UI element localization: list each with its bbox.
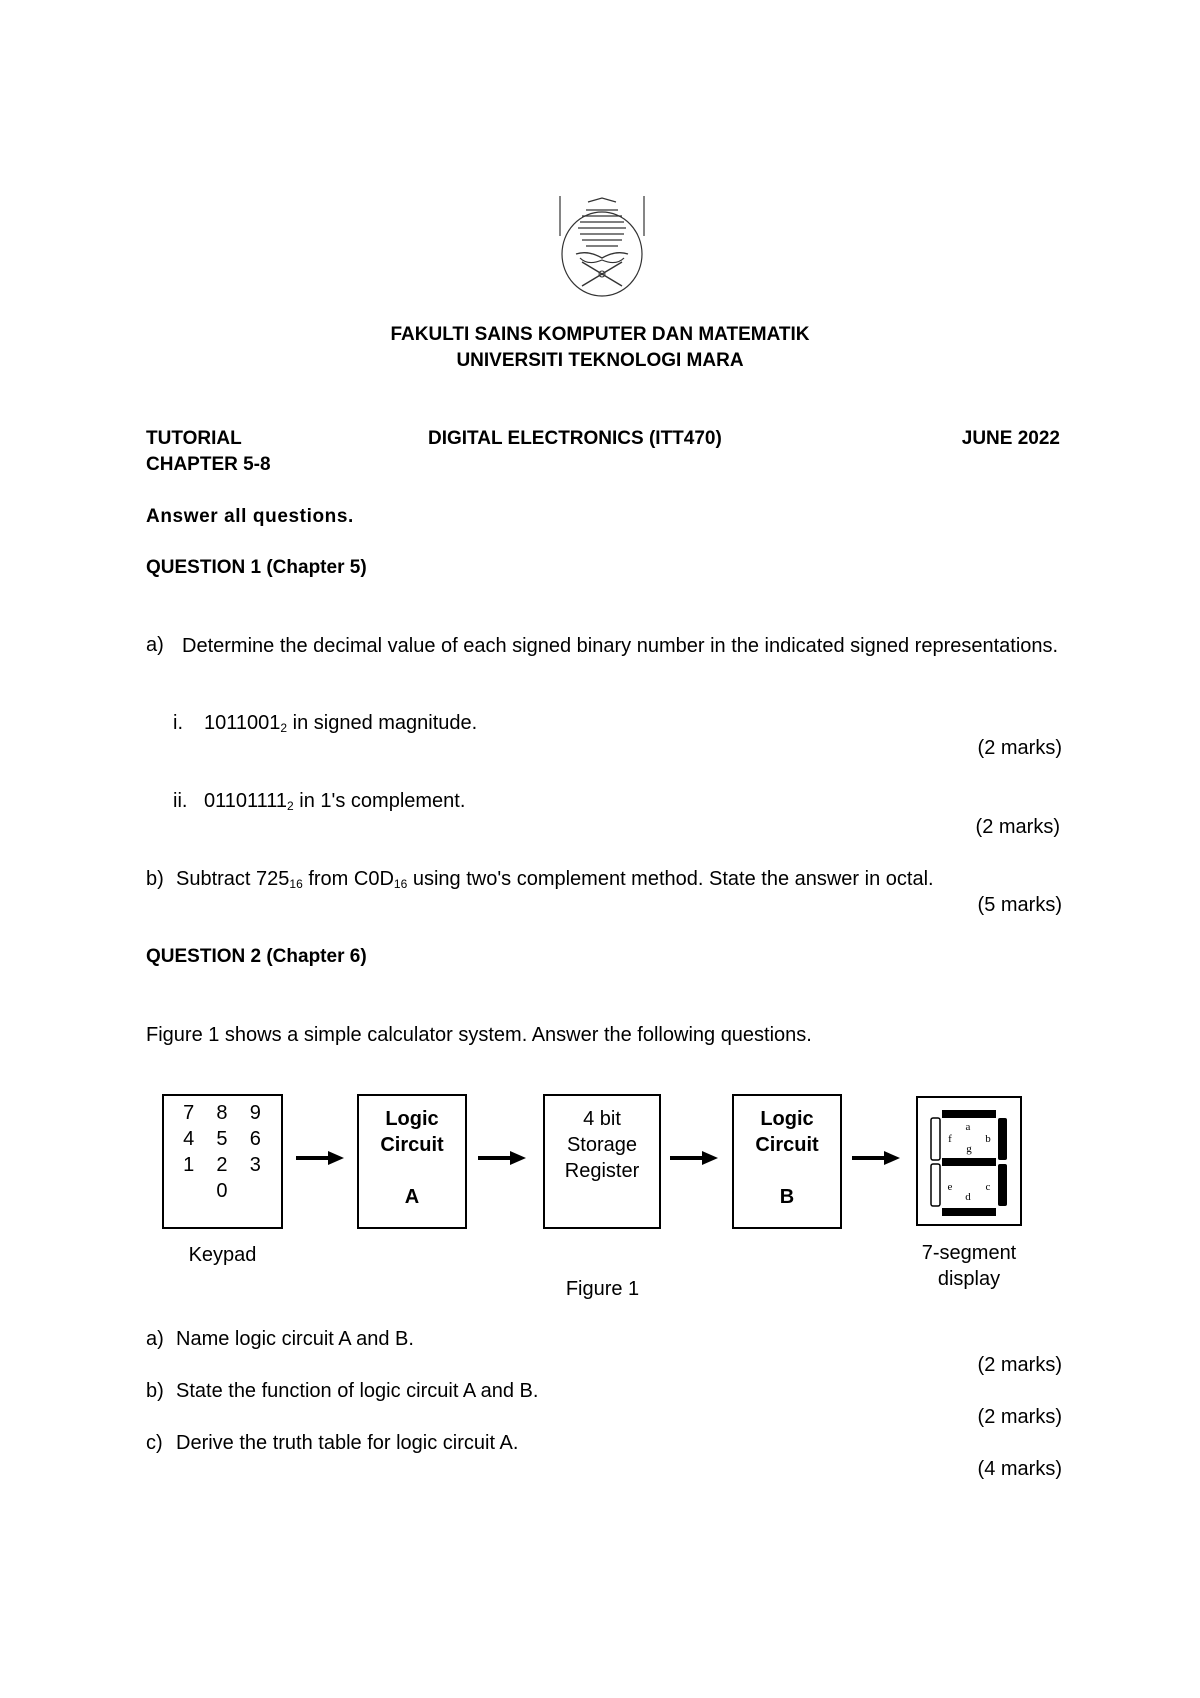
register-line3: Register	[564, 1160, 640, 1182]
register-line2: Storage	[566, 1134, 638, 1156]
keypad-key: 2	[216, 1154, 228, 1176]
keypad-key: 8	[216, 1102, 228, 1124]
logic-circuit-a-box	[357, 1094, 467, 1229]
segment-b-label: b	[985, 1133, 991, 1145]
q2-b-label: b)	[146, 1380, 164, 1402]
arrow-keypad-to-a	[296, 1148, 346, 1168]
logic-a-letter: A	[404, 1186, 420, 1208]
seven-segment-display	[916, 1096, 1022, 1226]
q1-title: QUESTION 1 (Chapter 5)	[146, 557, 367, 578]
display-caption-line1: 7-segment	[921, 1242, 1017, 1264]
q1-i-marks: (2 marks)	[977, 737, 1062, 759]
segment-e	[931, 1164, 940, 1206]
keypad-key: 9	[249, 1102, 261, 1124]
q1-a-text: Determine the decimal value of each signed binary number in the indicated signed representations.	[182, 635, 1059, 657]
q2-c-marks: (4 marks)	[977, 1458, 1062, 1480]
display-caption	[904, 1240, 1034, 1292]
q1-i-text: $1011001_2$ in signed magnitude.	[204, 712, 478, 735]
q2-a-marks: (2 marks)	[977, 1354, 1062, 1376]
q1-b-label: b)	[146, 868, 164, 890]
arrow-a-to-register	[478, 1148, 528, 1168]
doc-type: TUTORIAL	[146, 428, 242, 449]
segment-f-label: f	[948, 1133, 952, 1145]
uitm-crest-logo	[558, 196, 646, 300]
register-line1: 4 bit	[583, 1108, 621, 1130]
exam-date: JUNE 2022	[961, 428, 1060, 449]
keypad-grid	[172, 1102, 272, 1206]
keypad-row	[172, 1180, 272, 1206]
university-title: UNIVERSITI TEKNOLOGI MARA	[456, 350, 744, 371]
segment-g-label: g	[966, 1143, 972, 1155]
keypad-key: 6	[249, 1128, 261, 1150]
keypad-caption: Keypad	[188, 1244, 257, 1266]
q2-c-text: Derive the truth table for logic circuit A.	[176, 1432, 519, 1454]
logic-b-line1: Logic	[760, 1108, 814, 1130]
segment-c-label: c	[985, 1181, 991, 1193]
segment-d	[942, 1208, 996, 1216]
logic-b-letter: B	[779, 1186, 795, 1208]
keypad-key: 0	[216, 1180, 228, 1202]
segment-d-label: d	[965, 1191, 971, 1203]
q2-b-marks: (2 marks)	[977, 1406, 1062, 1428]
keypad-key: 3	[249, 1154, 261, 1176]
q2-b-text: State the function of logic circuit A and B.	[176, 1380, 539, 1402]
q1-a-label: a)	[146, 634, 164, 656]
keypad-key: 1	[183, 1154, 195, 1176]
logic-b-line2: Circuit	[755, 1134, 819, 1156]
keypad-key	[239, 1180, 272, 1206]
segment-e-label: e	[947, 1181, 953, 1193]
q1-b-text: Subtract $725_{16}$ from $C0D_{16}$ using two's complement method. State the answer in octal.	[176, 868, 934, 891]
keypad-key	[172, 1180, 205, 1206]
q2-c-label: c)	[146, 1432, 163, 1454]
q1-i-label: i.	[173, 712, 183, 734]
q1-ii-text: $01101111_2$ in 1's complement.	[204, 790, 466, 813]
segment-b	[998, 1118, 1007, 1160]
keypad-row	[172, 1154, 272, 1180]
keypad-key: 4	[183, 1128, 195, 1150]
logic-a-line1: Logic	[385, 1108, 439, 1130]
q2-intro: Figure 1 shows a simple calculator system. Answer the following questions.	[146, 1024, 812, 1046]
q1-ii-marks: (2 marks)	[975, 816, 1060, 838]
faculty-title: FAKULTI SAINS KOMPUTER DAN MATEMATIK	[390, 324, 810, 345]
keypad-key: 7	[183, 1102, 195, 1124]
keypad-key: 5	[216, 1128, 228, 1150]
instruction: Answer all questions.	[146, 506, 354, 527]
logic-a-line2: Circuit	[380, 1134, 444, 1156]
keypad-row	[172, 1128, 272, 1154]
figure-caption: Figure 1	[565, 1278, 640, 1300]
segment-a-label: a	[965, 1121, 971, 1133]
keypad-row	[172, 1102, 272, 1128]
chapter-range: CHAPTER 5-8	[146, 454, 271, 475]
course-title: DIGITAL ELECTRONICS (ITT470)	[428, 428, 722, 449]
display-caption-line2: display	[937, 1268, 1001, 1290]
q1-b-marks: (5 marks)	[977, 894, 1062, 916]
segment-g	[942, 1158, 996, 1166]
storage-register-box	[543, 1094, 661, 1229]
segment-a	[942, 1110, 996, 1118]
q2-title: QUESTION 2 (Chapter 6)	[146, 946, 367, 967]
q2-a-text: Name logic circuit A and B.	[176, 1328, 414, 1350]
segment-c	[998, 1164, 1007, 1206]
q2-a-label: a)	[146, 1328, 164, 1350]
q1-ii-label: ii.	[173, 790, 188, 812]
logic-circuit-b-box	[732, 1094, 842, 1229]
segment-f	[931, 1118, 940, 1160]
keypad-box	[162, 1094, 283, 1229]
arrow-b-to-display	[852, 1148, 902, 1168]
arrow-register-to-b	[670, 1148, 720, 1168]
